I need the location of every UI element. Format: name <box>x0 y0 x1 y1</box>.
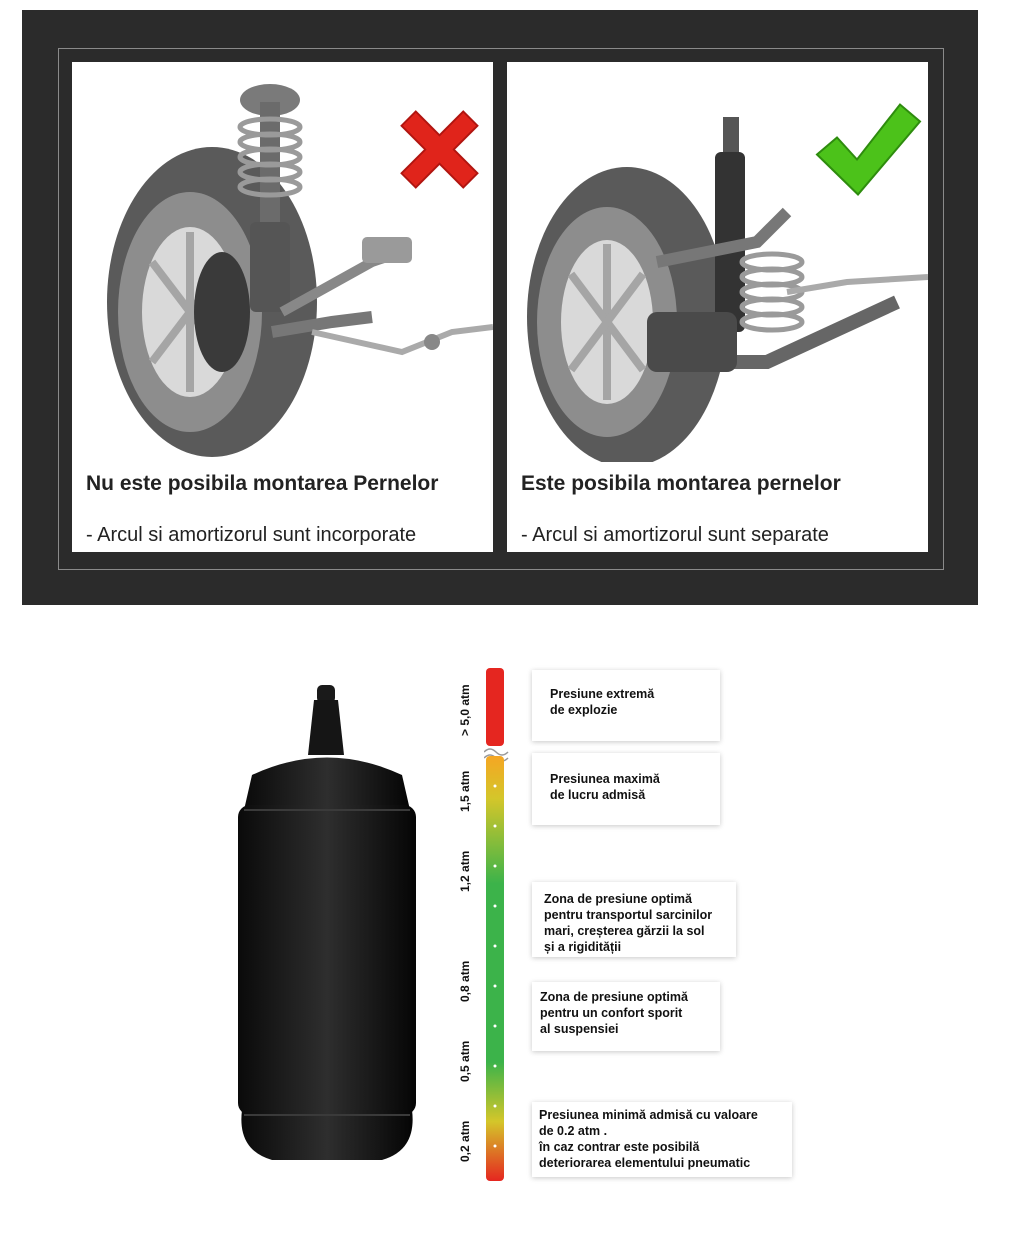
scale-label: 0,8 atm <box>458 960 472 1002</box>
panel-compatible <box>507 62 928 552</box>
panel-subtitle: - Arcul si amortizorul sunt separate <box>521 524 829 546</box>
pressure-scale-labels <box>440 660 480 1190</box>
note-max-working-pressure: Presiunea maximă de lucru admisă <box>532 753 720 825</box>
air-spring-bag-image <box>232 680 422 1180</box>
scale-label: 1,2 atm <box>458 850 472 892</box>
panel-title: Nu este posibila montarea Pernelor <box>86 472 439 495</box>
scale-label: 0,5 atm <box>458 1040 472 1082</box>
note-optimal-comfort: Zona de presiune optimă pentru un confort sporit al suspensiei <box>532 982 720 1051</box>
red-x-icon <box>392 102 487 197</box>
scale-label: > 5,0 atm <box>458 684 472 736</box>
panel-incompatible <box>72 62 493 552</box>
pressure-gradient-bar <box>484 668 514 1183</box>
note-optimal-heavy-load: Zona de presiune optimă pentru transportul sarcinilor mari, creșterea gărzii la sol și a rigidității <box>532 882 736 957</box>
note-min-pressure: Presiunea minimă admisă cu valoare de 0.2 atm . în caz contrar este posibilă deteriorarea elementului pneumatic <box>532 1102 792 1177</box>
note-explosion-pressure: Presiune extremă de explozie <box>532 670 720 741</box>
panel-title: Este posibila montarea pernelor <box>521 472 841 495</box>
scale-label: 1,5 atm <box>458 770 472 812</box>
green-check-icon <box>812 97 922 202</box>
panel-subtitle: - Arcul si amortizorul sunt incorporate <box>86 524 417 546</box>
scale-label: 0,2 atm <box>458 1120 472 1162</box>
comparison-frame <box>22 10 978 605</box>
